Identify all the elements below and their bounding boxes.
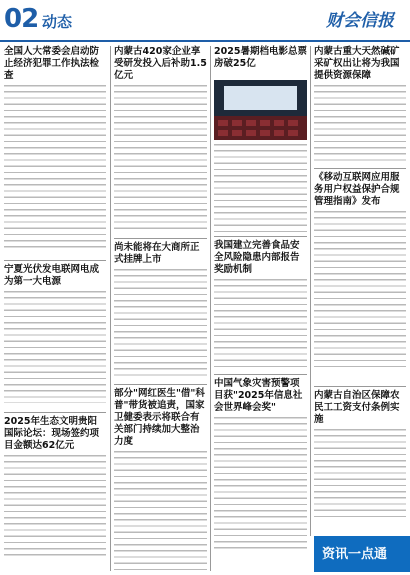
article xyxy=(114,46,207,236)
article xyxy=(214,378,307,572)
article-body xyxy=(4,455,106,559)
article xyxy=(214,240,307,372)
article-headline: 我国建立完善食品安全风险隐患内部报告奖励机制 xyxy=(214,240,300,275)
column-rule xyxy=(310,46,311,536)
article xyxy=(114,388,207,572)
article-headline: 宁夏光伏发电联网电成为第一大电源 xyxy=(4,264,100,287)
column-rule xyxy=(210,46,211,571)
masthead-logo: 财会信报 xyxy=(326,11,394,31)
article-headline: 内蒙古重大天然碱矿采矿权出让将为我国提供资源保障 xyxy=(314,46,400,81)
article-headline: 内蒙古420家企业享受研发投入后补助1.5亿元 xyxy=(114,46,207,81)
article xyxy=(214,46,307,76)
article-body xyxy=(314,211,406,367)
article-body xyxy=(114,451,207,571)
column-rule xyxy=(110,46,111,571)
section-title: 动态 xyxy=(42,13,73,31)
news-brief-banner xyxy=(314,536,410,572)
banner-label: 资讯一点通 xyxy=(322,547,388,562)
article-headline: 2025年生态文明贵阳国际论坛：现场签约项目金额达62亿元 xyxy=(4,416,100,451)
article-body xyxy=(314,429,406,521)
article xyxy=(4,416,106,572)
article xyxy=(114,242,207,382)
article-body xyxy=(114,269,207,377)
article-headline: 2025暑期档电影总票房破25亿 xyxy=(214,46,307,69)
page-number: 02 xyxy=(4,4,39,34)
article xyxy=(314,46,406,166)
article-headline: 内蒙古自治区保障农民工工资支付条例实施 xyxy=(314,390,400,425)
article xyxy=(314,172,406,384)
article-body xyxy=(214,144,307,232)
article-body xyxy=(4,291,106,403)
article xyxy=(314,390,406,530)
article-headline: 中国气象灾害预警项目获"2025年信息社会世界峰会奖" xyxy=(214,378,303,413)
article-headline: 全国人大常委会启动防止经济犯罪工作执法检查 xyxy=(4,46,100,81)
article-body-block xyxy=(214,144,307,234)
article-headline: 《移动互联网应用服务用户权益保护合规管理指南》发布 xyxy=(314,172,400,207)
movie-theater-photo xyxy=(214,80,307,140)
article xyxy=(4,264,106,410)
article-body xyxy=(214,417,307,549)
article-body xyxy=(314,85,406,161)
article-body xyxy=(214,279,307,371)
page-header xyxy=(0,0,410,42)
article-body xyxy=(4,85,106,250)
article-headline: 部分"网红医生"借"科普"带货被追责，国家卫健委表示将联合有关部门持续加大整治力度 xyxy=(114,388,205,447)
article xyxy=(4,46,106,258)
article-headline: 尚未能将在大商所正式挂牌上市 xyxy=(114,242,200,265)
article-body xyxy=(114,85,207,233)
